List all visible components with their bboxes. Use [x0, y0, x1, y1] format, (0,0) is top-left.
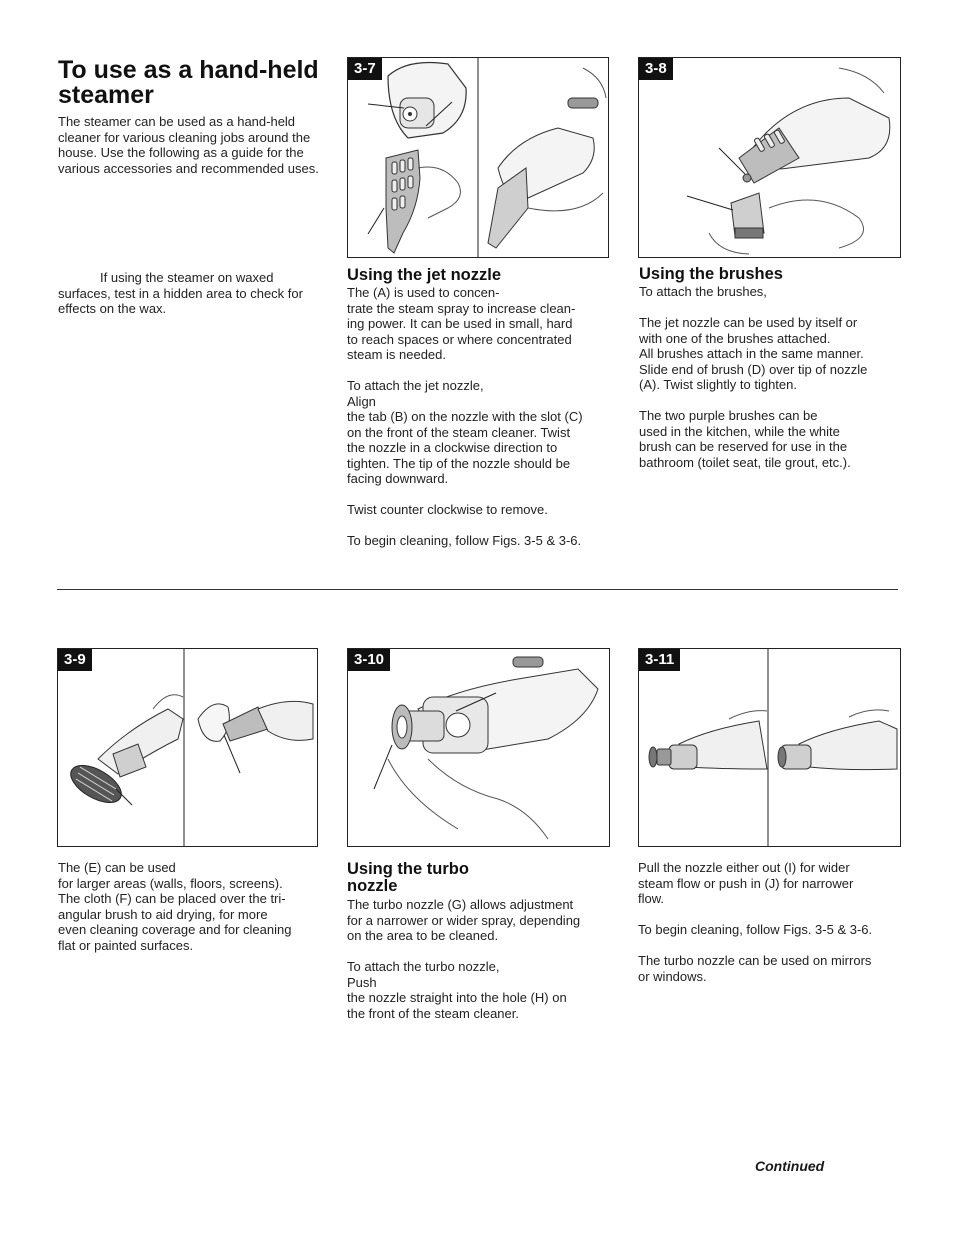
turbo-nozzle-paragraph: To attach the turbo nozzle, Push the nozzle straight into the hole (H) on the front of the steam cleaner. [347, 959, 567, 1021]
turbo-nozzle-section [347, 897, 609, 1037]
figure-label: 3-10 [348, 649, 390, 671]
figure-label: 3-7 [348, 58, 382, 80]
brushes-paragraph: The jet nozzle can be used by itself or with one of the brushes attached. All brushes attach in the same manner. Slide end of brush (D) over tip of nozzle (A). Twist slightly to tighten. [639, 315, 868, 392]
brushes-paragraph: To attach the brushes, [639, 284, 767, 299]
figure-3-8 [638, 57, 901, 258]
jet-nozzle-paragraph: To attach the jet nozzle, Align the tab (B) on the nozzle with the slot (C) on the front of the steam cleaner. Twist the nozzle in a clockwise direction to tighten. The tip of the nozzle should be facing downward. [347, 378, 583, 486]
intro-paragraph: The steamer can be used as a hand-held cleaner for various cleaning jobs around the house. Use the following as a guide for the various accessories and recommended uses. [58, 114, 319, 176]
figure-3-7 [347, 57, 609, 258]
triangular-brush-paragraph: The (E) can be used for larger areas (walls, floors, screens). The cloth (F) can be placed over the tri- angular brush to aid drying, for more even cleaning coverage and for cleaning flat or painted surfaces. [58, 860, 292, 953]
triangular-brush-section [58, 860, 320, 969]
brushes-heading: Using the brushes [639, 265, 783, 283]
jet-nozzle-paragraph: To begin cleaning, follow Figs. 3-5 & 3-6. [347, 533, 582, 548]
figure-3-10 [347, 648, 610, 847]
figure-3-9 [57, 648, 318, 847]
jet-nozzle-paragraph: Twist counter clockwise to remove. [347, 502, 548, 517]
section-divider [57, 589, 898, 590]
triangular-brush-illustration [58, 649, 317, 846]
wax-caution-text: If using the steamer on waxed surfaces, test in a hidden area to check for effects on the wax. [58, 270, 303, 316]
turbo-nozzle-paragraph: The turbo nozzle (G) allows adjustment for a narrower or wider spray, depending on the area to be cleaned. [347, 897, 581, 943]
turbo-nozzle-heading: Using the turbo nozzle [347, 860, 469, 895]
brushes-section [639, 284, 901, 486]
continued-label: Continued [755, 1158, 825, 1174]
turbo-nozzle-attach-illustration [348, 649, 609, 846]
turbo-usage-paragraph: Pull the nozzle either out (I) for wider steam flow or push in (J) for narrower flow. [638, 860, 854, 906]
jet-nozzle-paragraph: The (A) is used to concen- trate the steam spray to increase clean- ing power. It can be used in small, hard to reach spaces or where concentrated steam is needed. [347, 285, 576, 362]
turbo-usage-paragraph: To begin cleaning, follow Figs. 3-5 & 3-6. [638, 922, 873, 937]
jet-nozzle-section [347, 285, 609, 564]
figure-label: 3-8 [639, 58, 673, 80]
jet-nozzle-heading: Using the jet nozzle [347, 266, 502, 284]
turbo-usage-paragraph: The turbo nozzle can be used on mirrors or windows. [638, 953, 872, 984]
turbo-nozzle-adjust-illustration [639, 649, 900, 846]
jet-nozzle-illustration [348, 58, 608, 257]
wax-caution [58, 270, 320, 332]
figure-label: 3-11 [639, 649, 680, 671]
intro-section [58, 114, 320, 192]
brushes-paragraph: The two purple brushes can be used in the kitchen, while the white brush can be reserved for use in the bathroom (toilet seat, tile grout, etc.). [639, 408, 851, 470]
figure-3-11 [638, 648, 901, 847]
figure-label: 3-9 [58, 649, 92, 671]
page-title: To use as a hand-held steamer [58, 56, 319, 109]
brushes-illustration [639, 58, 900, 257]
turbo-usage-section [638, 860, 900, 1000]
